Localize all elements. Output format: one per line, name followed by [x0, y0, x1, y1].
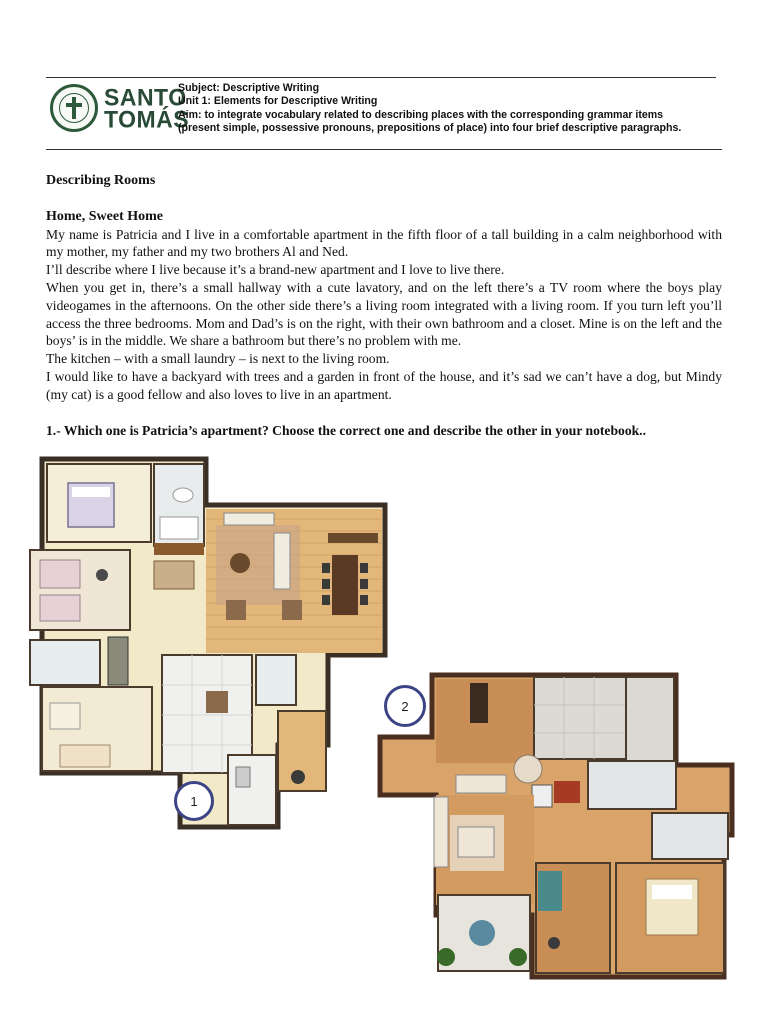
- header-text: [178, 82, 738, 136]
- plan-2-number-badge: 2: [384, 685, 426, 727]
- header-bottom-rule: [46, 149, 722, 150]
- story-paragraph: The kitchen – with a small laundry – is next to the living room.: [46, 351, 390, 367]
- question-1: 1.- Which one is Patricia’s apartment? Choose the correct one and describe the other in your notebook..: [46, 423, 646, 438]
- header-top-rule: [46, 77, 716, 78]
- floor-plan-1: [20, 455, 392, 831]
- story-paragraph: My name is Patricia and I live in a comfortable apartment in the fifth floor of a tall building in a calm neighborhood with my mother, my father and my two brothers Al and Ned.: [46, 226, 722, 260]
- santo-tomas-seal-logo: [50, 84, 98, 132]
- story-paragraph: I would like to have a backyard with trees and a garden in front of the house, and it’s sad we can’t have a dog, but Mindy (my cat) is a good fellow and also loves to live in an apartment.: [46, 368, 722, 402]
- story-title: Home, Sweet Home: [46, 208, 164, 224]
- unit-line: Unit 1: Elements for Descriptive Writing: [178, 95, 378, 108]
- story-text: [46, 226, 722, 404]
- plan-1-number-badge: 1: [174, 781, 214, 821]
- section-title: Describing Rooms: [46, 173, 156, 188]
- floor-plan-2: [376, 665, 738, 980]
- document-header: [50, 82, 730, 144]
- aim-line-1: Aim: to integrate vocabulary related to describing places with the corresponding grammar items: [178, 108, 664, 121]
- story-paragraph: I’ll describe where I live because it’s a brand-new apartment and I love to live there.: [46, 262, 505, 278]
- santo-tomas-wordmark: SANTO TOMÁS: [104, 83, 190, 133]
- aim-line-2: (present simple, possessive pronouns, prepositions of place) into four brief descriptive paragraphs.: [178, 122, 682, 135]
- story-paragraph: When you get in, there’s a small hallway with a cute lavatory, and on the left there’s a TV room where the boys play videogames in the afternoons. On the other side there’s a living room integrated with a living room. If you turn left you’ll access the three bedrooms. Mom and Dad’s is on the right, with their own bathroom and a closet. Mine is on the left and the boys’ is in the middle. We share a bathroom but there’s no problem with me.: [46, 279, 722, 349]
- subject-line: Subject: Descriptive Writing: [178, 82, 320, 94]
- document-body: [46, 172, 722, 404]
